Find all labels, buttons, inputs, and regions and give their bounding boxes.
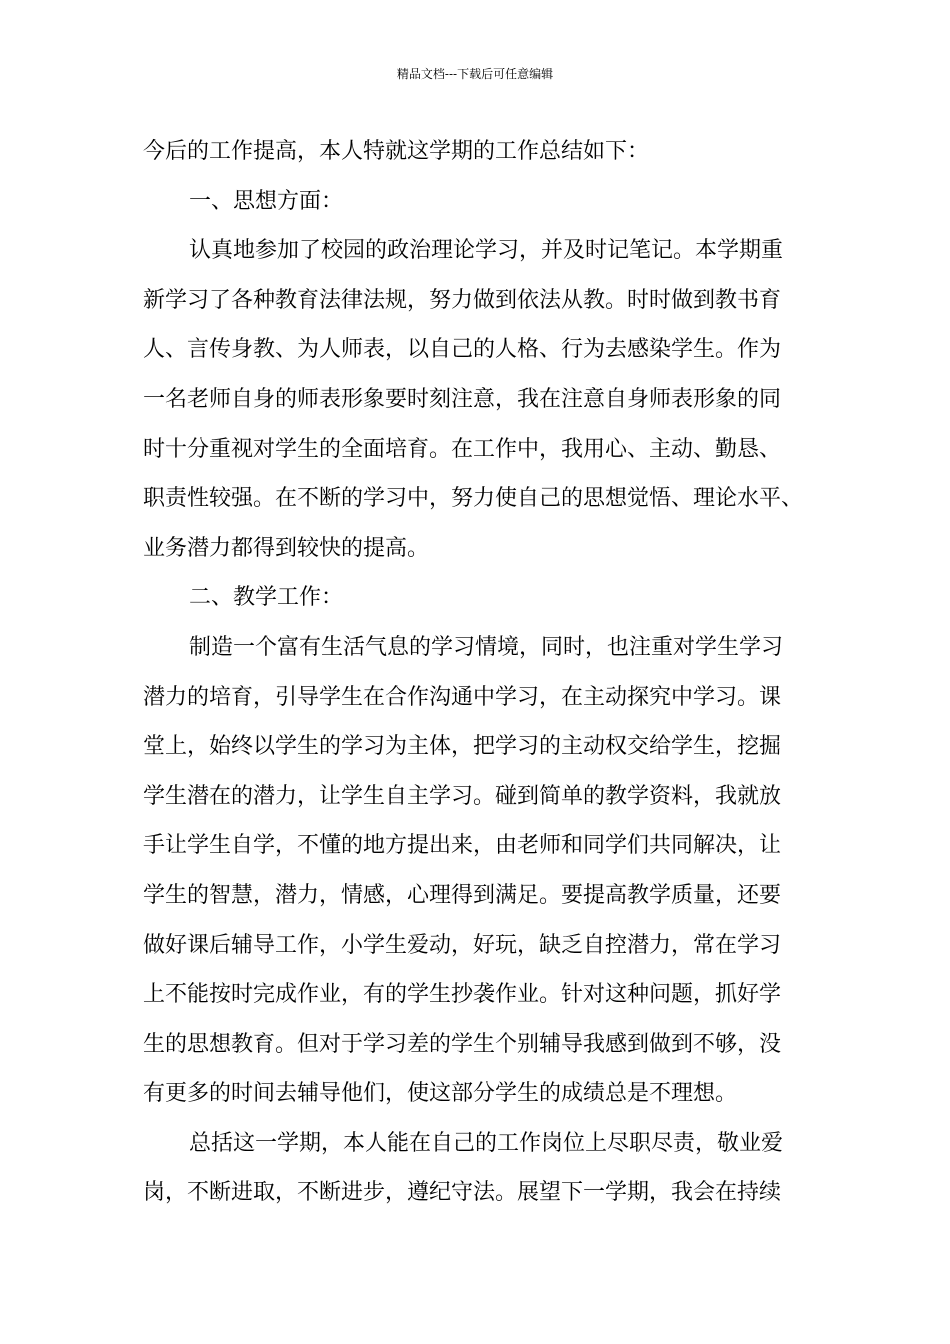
text-line: 学生的智慧，潜力，情感，心理得到满足。要提高教学质量，还要 — [143, 882, 782, 908]
text-line: 时十分重视对学生的全面培育。在工作中，我用心、主动、勤恳、 — [143, 436, 782, 462]
text-line: 上不能按时完成作业，有的学生抄袭作业。针对这种问题，抓好学 — [143, 982, 782, 1008]
text-line: 业务潜力都得到较快的提高。 — [143, 535, 430, 561]
text-line: 人、言传身教、为人师表，以自己的人格、行为去感染学生。作为 — [143, 337, 782, 363]
text-line: 新学习了各种教育法律法规，努力做到依法从教。时时做到教书育 — [143, 287, 782, 313]
text-line: 今后的工作提高，本人特就这学期的工作总结如下： — [143, 139, 650, 164]
text-line: 认真地参加了校园的政治理论学习，并及时记笔记。本学期重 — [189, 238, 784, 264]
text-line: 一名老师自身的师表形象要时刻注意，我在注意自身师表形象的同 — [143, 386, 782, 412]
text-line: 做好课后辅导工作，小学生爱动，好玩，缺乏自控潜力，常在学习 — [143, 932, 782, 958]
document-body — [143, 127, 833, 1218]
page-header: 精品文档---下载后可任意编辑 — [396, 67, 554, 81]
text-line: 有更多的时间去辅导他们，使这部分学生的成绩总是不理想。 — [143, 1081, 738, 1107]
section-heading-teaching: 二、教学工作： — [189, 585, 344, 611]
text-line: 潜力的培育，引导学生在合作沟通中学习，在主动探究中学习。课 — [143, 684, 782, 710]
text-line: 岗，不断进取，不断进步，遵纪守法。展望下一学期，我会在持续 — [143, 1180, 782, 1206]
section-heading-ideology: 一、思想方面： — [189, 188, 344, 214]
text-line: 总括这一学期，本人能在自己的工作岗位上尽职尽责，敬业爱 — [189, 1130, 784, 1156]
text-line: 学生潜在的潜力，让学生自主学习。碰到简单的教学资料，我就放 — [143, 783, 782, 809]
text-line: 制造一个富有生活气息的学习情境，同时，也注重对学生学习 — [189, 634, 784, 660]
text-line: 手让学生自学，不懂的地方提出来，由老师和同学们共同解决，让 — [143, 833, 782, 859]
text-line: 堂上，始终以学生的学习为主体，把学习的主动权交给学生，挖掘 — [143, 734, 782, 760]
text-line: 生的思想教育。但对于学习差的学生个别辅导我感到做到不够，没 — [143, 1031, 782, 1057]
text-line: 职责性较强。在不断的学习中，努力使自己的思想觉悟、理论水平、 — [143, 486, 804, 512]
